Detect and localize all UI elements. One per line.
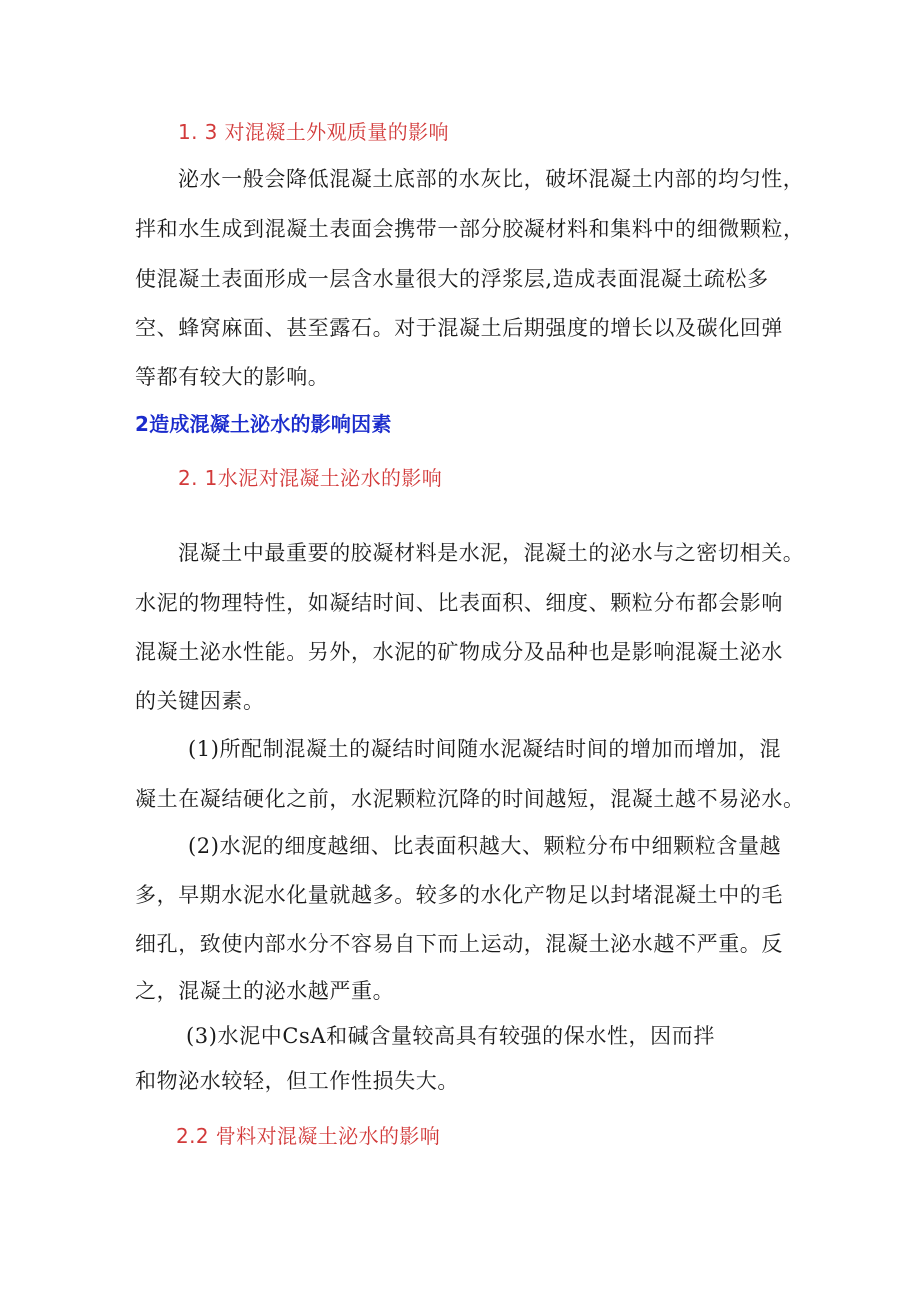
list-item-1-line: (1)所配制混凝土的凝结时间随水泥凝结时间的增加而增加，混	[188, 737, 782, 761]
list-item-2-line: 细孔，致使内部水分不容易自下而上运动，混凝土泌水越不严重。反	[135, 932, 783, 956]
paragraph-line: 拌和水生成到混凝土表面会携带一部分胶凝材料和集料中的细微颗粒，	[135, 217, 805, 241]
list-item-2-line: 之，混凝土的泌水越严重。	[135, 979, 395, 1003]
paragraph-line: 使混凝土表面形成一层含水量很大的浮浆层,造成表面混凝土疏松多	[135, 267, 769, 291]
paragraph-line: 混凝土泌水性能。另外，水泥的矿物成分及品种也是影响混凝土泌水	[135, 640, 783, 664]
section-2-heading: 2造成混凝土泌水的影响因素	[135, 412, 392, 436]
paragraph-line: 水泥的物理特性，如凝结时间、比表面积、细度、颗粒分布都会影响	[135, 591, 783, 615]
paragraph-line: 等都有较大的影响。	[135, 365, 330, 389]
list-item-3-line: (3)水泥中CsA和碱含量较高具有较强的保水性，因而拌	[186, 1024, 715, 1048]
list-item-2-line: 多，早期水泥水化量就越多。较多的水化产物足以封堵混凝土中的毛	[135, 883, 783, 907]
paragraph-line: 混凝土中最重要的胶凝材料是水泥，混凝土的泌水与之密切相关。	[178, 541, 805, 565]
list-item-1-line: 凝土在凝结硬化之前，水泥颗粒沉降的时间越短，混凝土越不易泌水。	[135, 787, 805, 811]
list-item-2-line: (2)水泥的细度越细、比表面积越大、颗粒分布中细颗粒含量越	[188, 834, 782, 858]
paragraph-line: 泌水一般会降低混凝土底部的水灰比，破坏混凝土内部的均匀性，	[178, 167, 805, 191]
paragraph-line: 空、蜂窝麻面、甚至露石。对于混凝土后期强度的增长以及碳化回弹	[135, 316, 783, 340]
section-1-3-heading: 1. 3 对混凝土外观质量的影响	[178, 120, 449, 144]
paragraph-line: 的关键因素。	[135, 689, 265, 713]
list-item-3-line: 和物泌水较轻，但工作性损失大。	[135, 1069, 459, 1093]
section-2-2-heading: 2.2 骨料对混凝土泌水的影响	[176, 1124, 441, 1148]
section-2-1-heading: 2. 1水泥对混凝土泌水的影响	[178, 466, 443, 490]
